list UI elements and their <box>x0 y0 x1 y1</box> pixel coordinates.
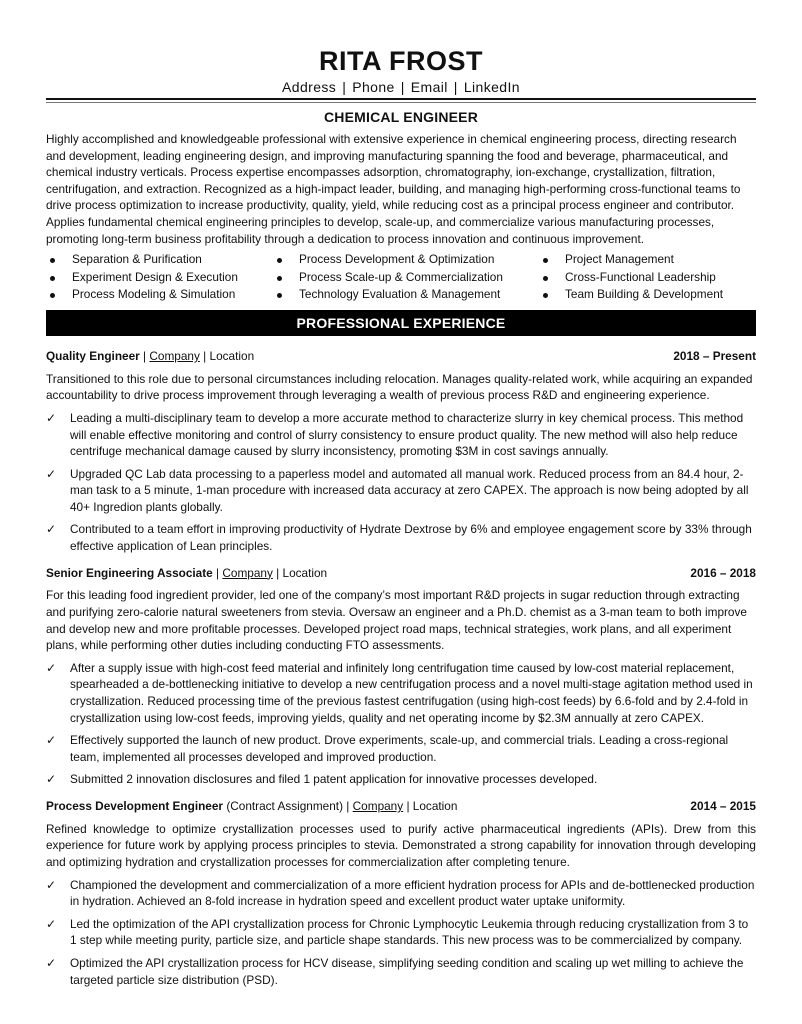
contact-line <box>46 78 756 96</box>
bullet-dot-icon <box>50 258 55 263</box>
achievement-text: Contributed to a team effort in improving productivity of Hydrate Dextrose by 6% and employee engagement score by 33% through effective application of Lean principles. <box>70 522 752 554</box>
contact-separator: | <box>342 79 347 95</box>
achievement-text: Effectively supported the launch of new product. Drove experiments, scale-up, and commercial trials. Leading a cross-regional team, implemented all processes developed and improved production. <box>70 733 729 764</box>
company-link[interactable]: Company <box>352 799 404 813</box>
skill-item <box>539 269 756 287</box>
job-header <box>46 565 756 582</box>
achievement-text: Submitted 2 innovation disclosures and filed 1 patent application for innovative processes developed. <box>70 772 598 787</box>
contact-linkedin: LinkedIn <box>463 79 520 95</box>
company-link[interactable]: Company <box>222 565 273 580</box>
achievement-list <box>46 660 756 788</box>
job-description: Refined knowledge to optimize crystallization processes used to purify active pharmaceutical ingredients (APIs). Drew from this experience for future work by applying process principles to stevia. Demonstrated a strong capability for innovation through developing and optimizing hydration and crystallization processes for commercialization after completing tenure. <box>46 821 756 869</box>
bullet-dot-icon <box>50 276 55 281</box>
job-separator: | <box>346 799 350 813</box>
achievement-item <box>46 732 756 765</box>
header-divider-thick <box>46 98 756 100</box>
company-link[interactable]: Company <box>149 348 200 363</box>
achievement-item <box>46 521 756 554</box>
job-separator: | <box>406 799 410 813</box>
achievement-item <box>46 877 756 910</box>
skill-item <box>46 251 273 269</box>
achievement-text: Leading a multi-disciplinary team to develop a more accurate method to characterize slurry in key chemical process. This method will enable effective monitoring and control of slurry consistency to ensure product quality. The new method will also help reduce centrifuge mechanical damage caused by slurry inconsistency, promoting $3M in cost savings annually. <box>70 410 744 459</box>
job-separator: | <box>203 348 207 363</box>
achievement-text: Upgraded QC Lab data processing to a paperless model and automated all manual work. Reduced process from an 84.4 hour, 2-man task to a 5 minute, 1-man procedure with increased data accuracy at zero CAPEX. The approach is now being adopted by all 40+ Ingredion plants globally. <box>70 466 749 514</box>
contact-email: Email <box>410 79 448 95</box>
contact-phone: Phone <box>352 79 395 95</box>
skill-item <box>539 286 756 304</box>
bullet-dot-icon <box>543 293 548 298</box>
skill-label: Process Development & Optimization <box>299 252 495 267</box>
job-entry <box>46 565 756 788</box>
skill-item <box>273 251 539 269</box>
checkmark-icon: ✓ <box>46 877 57 892</box>
job-entry <box>46 348 756 555</box>
achievement-item <box>46 466 756 516</box>
contact-separator: | <box>400 79 405 95</box>
achievement-text: After a supply issue with high-cost feed material and infinitely long centrifugation time caused by low-cost material replacement, spearheaded a de-bottlenecking initiative to develop a new centrifugation process and a novel multi-stage agitation method used in crystallization. Reduced processing time of the previous fastest centrifugation (using high-cost feeds) by 6.6-fold and by 2.4-fold in crystallization using low-cost feeds, improving yields, quality and net operating income by $2.3M annually at zero CAPEX. <box>70 660 753 725</box>
achievement-text: Championed the development and commercialization of a more efficient hydration process for APIs and de-bottlenecked production in hydration. Achieved an 8-fold increase in hydration speed and excellent product water uptake uniformity. <box>70 877 755 909</box>
skill-label: Project Management <box>565 252 674 267</box>
job-location: Location <box>209 348 255 363</box>
job-title: Senior Engineering Associate <box>46 565 213 580</box>
candidate-name: RITA FROST <box>319 46 483 76</box>
job-header <box>46 348 756 365</box>
professional-headline: CHEMICAL ENGINEER <box>323 109 479 125</box>
skill-label: Process Modeling & Simulation <box>72 287 236 302</box>
contact-address: Address <box>282 79 337 95</box>
checkmark-icon: ✓ <box>46 955 57 970</box>
achievement-item <box>46 916 756 949</box>
checkmark-icon: ✓ <box>46 522 57 537</box>
achievement-item <box>46 410 756 460</box>
contact-separator: | <box>453 79 458 95</box>
bullet-dot-icon <box>277 258 282 263</box>
achievement-text: Led the optimization of the API crystallization process for Chronic Lymphocytic Leukemia through reducing crystallization from 3 to 1 step while meeting purity, particle size, and particle shape standards. This new process was to be commercialized by company. <box>70 916 749 948</box>
bullet-dot-icon <box>543 276 548 281</box>
skill-label: Separation & Purification <box>72 252 202 267</box>
section-heading-experience: PROFESSIONAL EXPERIENCE <box>46 310 756 336</box>
job-dates: 2016 – 2018 <box>690 565 756 580</box>
checkmark-icon: ✓ <box>46 410 57 425</box>
job-location: Location <box>412 799 458 813</box>
skill-item <box>273 286 539 304</box>
job-title: Quality Engineer <box>46 348 140 363</box>
achievement-list <box>46 410 756 555</box>
checkmark-icon: ✓ <box>46 733 57 748</box>
summary-paragraph: Highly accomplished and knowledgeable professional with extensive experience in chemical engineering process, directing research and development, leading engineering design, and improving manufacturing spanning the food and beverage, pharmaceutical, and chemical industry verticals. Process expertise encompasses adsorption, chromatography, ion-exchange, crystallization, filtration, centrifugation, and extraction. Recognized as a high-impact leader, building, and managing high-performing cross-functional teams to drive process optimization to increase productivity, quality, yield, while reducing cost as a principal process engineer and contributor. Applies fundamental chemical engineering principles to develop, scale-up, and commercialize various manufacturing processes, promoting long-term business profitability through a dedication to process innovation and continuous improvement. <box>46 132 741 246</box>
job-note: (Contract Assignment) <box>226 799 344 813</box>
skill-label: Team Building & Development <box>565 287 724 302</box>
checkmark-icon: ✓ <box>46 466 57 481</box>
resume-page <box>46 44 756 988</box>
achievement-list <box>46 877 756 989</box>
bullet-dot-icon <box>277 293 282 298</box>
skill-item <box>46 269 273 287</box>
job-description: Transitioned to this role due to personal circumstances including relocation. Manages quality-related work, while acquiring an expanded accountability to drive process improvement through leveraging a wealth of previous process R&D and engineering experience. <box>46 371 753 403</box>
bullet-dot-icon <box>50 293 55 298</box>
bullet-dot-icon <box>543 258 548 263</box>
checkmark-icon: ✓ <box>46 660 57 675</box>
job-location: Location <box>282 565 328 580</box>
skill-item <box>539 251 756 269</box>
core-skills-list <box>46 251 756 304</box>
job-separator: | <box>216 565 220 580</box>
job-separator: | <box>276 565 280 580</box>
checkmark-icon: ✓ <box>46 772 57 787</box>
job-separator: | <box>143 348 147 363</box>
skill-item <box>273 269 539 287</box>
job-dates: 2014 – 2015 <box>690 799 756 813</box>
skill-label: Technology Evaluation & Management <box>299 287 501 302</box>
achievement-item <box>46 955 756 988</box>
bullet-dot-icon <box>277 276 282 281</box>
job-header <box>46 798 756 815</box>
skill-label: Cross-Functional Leadership <box>565 269 716 284</box>
skill-label: Experiment Design & Execution <box>72 269 238 284</box>
skill-item <box>46 286 273 304</box>
achievement-text: Optimized the API crystallization process for HCV disease, simplifying seeding condition and scaling up wet milling to achieve the targeted particle size distribution (PSD). <box>70 955 744 987</box>
header-divider-thin <box>46 102 756 103</box>
achievement-item <box>46 660 756 726</box>
job-title: Process Development Engineer <box>46 799 224 813</box>
job-entry <box>46 798 756 988</box>
job-description: For this leading food ingredient provider, led one of the company’s most important R&D projects in sugar reduction through extracting and purifying zero-calorie natural sweeteners from stevia. Oversaw an engineer and a Ph.D. chemist as a 3-man team to both improve and develop new and more profitable processes. Developed project road maps, technical strategies, work plans, and all experiment plans, while performing other duties including conducting FTO assessments. <box>46 588 747 653</box>
checkmark-icon: ✓ <box>46 916 57 931</box>
skill-label: Process Scale-up & Commercialization <box>299 269 503 284</box>
job-dates: 2018 – Present <box>673 348 756 363</box>
achievement-item <box>46 771 756 788</box>
